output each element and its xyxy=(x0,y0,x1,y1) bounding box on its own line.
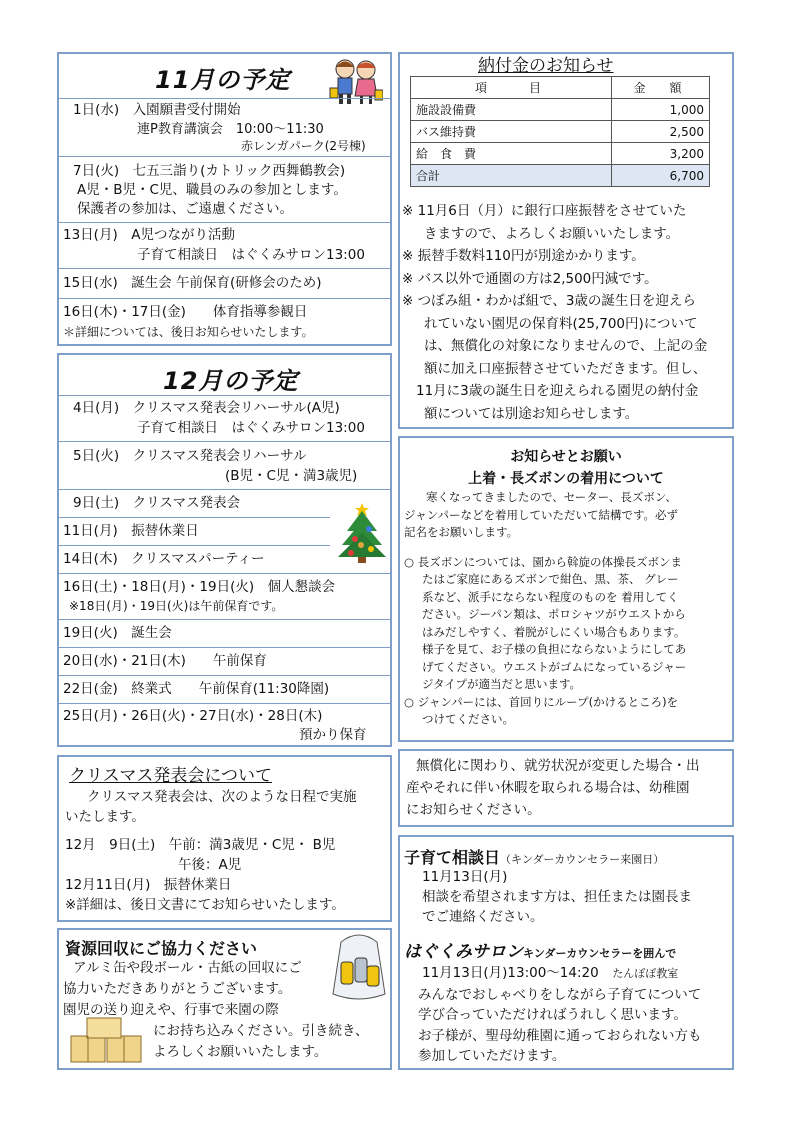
dec-row-5-text: 14日(木) クリスマスパーティー xyxy=(63,551,265,567)
consultation-salon xyxy=(398,835,734,1070)
fees-note-4e: 11月に3歳の誕生日を迎えられる園児の納付金 xyxy=(416,383,699,399)
salon-line-2: 学び合っていただければうれしく思います。 xyxy=(418,1007,687,1023)
nov-row-5 xyxy=(59,298,390,344)
fees-note-1b: きますので、よろしくお願いいたします。 xyxy=(424,225,680,242)
recycling-notice xyxy=(57,928,392,1070)
fees-notes xyxy=(402,200,707,425)
dec-row-4-text: 11日(月) 振替休業日 xyxy=(63,523,199,539)
dec-row-2-sub: (B児・C児・満3歳児) xyxy=(225,468,358,484)
fees-header-item: 項 目 xyxy=(411,77,612,99)
recital-line-5: ※詳細は、後日文書にてお知らせいたします。 xyxy=(65,897,345,913)
free-tuition-line-3: にお知らせください。 xyxy=(406,802,541,818)
notice-bullet-2: ○ ジャンパーには、首回りにループ(かけるところ)を xyxy=(404,694,679,709)
notice-bullet-2b: つけてください。 xyxy=(422,712,514,726)
dec-row-6-note: ※18日(月)・19日(火)は午前保育です。 xyxy=(69,599,284,613)
christmas-tree-icon xyxy=(337,501,387,563)
recital-title: クリスマス発表会について xyxy=(69,766,272,786)
fee-total-amount: 6,700 xyxy=(612,165,710,187)
fees-header-amount: 金 額 xyxy=(612,77,710,99)
nov-row-2-sub: A児・B児・C児、職員のみの参加とします。 xyxy=(77,182,347,198)
fee-total-label: 合計 xyxy=(411,165,612,187)
consult-title: 子育て相談日 xyxy=(404,848,501,867)
christmas-recital xyxy=(57,755,392,922)
recycling-line-3: 園児の送り迎えや、行事で来園の際 xyxy=(63,1002,279,1018)
dec-row-9-text: 22日(金) 終業式 午前保育(11:30降園) xyxy=(63,681,330,697)
consult-date: 11月13日(月) xyxy=(422,869,508,885)
fee-amount: 2,500 xyxy=(612,121,710,143)
table-row xyxy=(411,121,710,143)
dec-row-6 xyxy=(59,573,390,619)
clothing-notice xyxy=(398,436,734,742)
salon-subtitle: キンダーカウンセラーを囲んで xyxy=(523,947,677,960)
fees-note-4b: れていない園児の保育料(25,700円)について xyxy=(424,315,698,332)
recital-line-2: いたします。 xyxy=(65,809,145,825)
notice-para-1b: ジャンパーなどを着用していただいて結構です。必ず xyxy=(404,507,679,522)
dec-row-10-text: 25日(月)・26日(火)・27日(水)・28日(木) xyxy=(63,708,323,724)
dec-row-10 xyxy=(59,703,390,747)
recital-body xyxy=(65,787,356,915)
spacer xyxy=(404,542,686,554)
free-tuition-line-1: 無償化に関わり、就労状況が変更した場合・出 xyxy=(416,758,700,774)
salon-date-line xyxy=(404,963,702,985)
november-schedule xyxy=(57,52,392,346)
free-tuition-line-2: 産やそれに伴い休暇を取られる場合は、幼稚園 xyxy=(406,780,690,796)
fees-notice xyxy=(398,52,734,429)
nov-row-3 xyxy=(59,222,390,268)
notice-para-1c: 記名をお願いします。 xyxy=(404,525,519,539)
consult-subtitle: （キンダーカウンセラー来園日） xyxy=(500,853,665,866)
recital-line-1: クリスマス発表会は、次のような日程で実施 xyxy=(87,789,357,805)
nov-row-3-text: 13日(月) A児つながり活動 xyxy=(63,227,235,243)
notice-bullet-1c: 系など、派手にならない程度のものを 着用してく xyxy=(422,589,679,604)
recycling-line-4: にお持ち込みください。引き続き、 xyxy=(153,1023,369,1039)
nov-row-4 xyxy=(59,268,390,298)
fees-header-row xyxy=(411,77,710,99)
notice-bullet-1e: はみだしやすく、着脱がしにくい場合もあります。 xyxy=(422,624,686,639)
dec-row-2 xyxy=(59,441,390,489)
consult-heading xyxy=(404,845,664,868)
notice-bullet-1g: げてください。ウエストがゴムになっているジャー xyxy=(422,659,687,674)
salon-line-1: みんなでおしゃべりをしながら子育てについて xyxy=(418,986,702,1003)
nov-row-1-place: 赤レンガパーク(2号棟) xyxy=(241,139,366,153)
salon-body xyxy=(404,963,702,1067)
dec-row-3-text: 9日(土) クリスマス発表会 xyxy=(73,495,241,511)
recital-line-4: 12月11日(月) 振替休業日 xyxy=(65,877,232,893)
spacer xyxy=(65,827,356,835)
notice-body xyxy=(404,489,686,729)
fees-note-4: ※ つぼみ組・わかば組で、3歳の誕生日を迎えら xyxy=(402,293,696,309)
nov-row-3-sub: 子育て相談日 はぐくみサロン13:00 xyxy=(137,247,365,263)
recital-line-3: 12月 9日(土) 午前：満3歳児・C児・ B児 xyxy=(65,837,336,853)
dec-row-8-text: 20日(水)・21日(木) 午前保育 xyxy=(63,653,267,669)
dec-row-10-sub: 預かり保育 xyxy=(299,727,367,743)
fee-amount: 1,000 xyxy=(612,99,710,121)
dec-row-6-text: 16日(土)・18日(月)・19日(火) 個人懇談会 xyxy=(63,579,336,595)
notice-bullet-1h: ジタイプが適当だと思います。 xyxy=(422,677,582,691)
recycling-line-2: 協力いただきありがとうございます。 xyxy=(63,981,292,997)
dec-row-4 xyxy=(59,517,330,545)
fee-amount: 3,200 xyxy=(612,143,710,165)
fees-note-4d: 額に加え口座振替させていただきます。但し、 xyxy=(424,360,707,377)
fees-note-4f: 額については別途お知らせします。 xyxy=(424,405,639,422)
dec-row-2-text: 5日(火) クリスマス発表会リハーサル xyxy=(73,448,307,464)
fee-name: 施設設備費 xyxy=(411,99,612,121)
nov-row-2-sub2: 保護者の参加は、ご遠慮ください。 xyxy=(77,201,293,217)
december-title: 12月の予定 xyxy=(163,367,299,395)
dec-row-7 xyxy=(59,619,390,647)
dec-row-8 xyxy=(59,647,390,675)
notice-title: お知らせとお願い xyxy=(510,449,622,465)
cardboard-boxes-icon xyxy=(67,1016,147,1066)
december-schedule xyxy=(57,353,392,747)
fee-name: バス維持費 xyxy=(411,121,612,143)
fee-name: 給 食 費 xyxy=(411,143,612,165)
nov-row-1 xyxy=(59,98,390,156)
dec-row-7-text: 19日(火) 誕生会 xyxy=(63,625,172,641)
november-title: 11月の予定 xyxy=(155,66,291,94)
notice-bullet-1f: 様子を見て、お子様の負担にならないようにしてあ xyxy=(422,642,687,656)
nov-row-4-text: 15日(水) 誕生会 午前保育(研修会のため) xyxy=(63,275,322,291)
nov-row-2-text: 7日(火) 七五三詣り(カトリック西舞鶴教会) xyxy=(73,163,346,179)
consult-line-1: 相談を希望されます方は、担任または園長ま xyxy=(422,889,692,905)
notice-bullet-1b: たはご家庭にあるズボンで紺色、黒、茶、 グレー xyxy=(422,572,679,586)
dec-row-1 xyxy=(59,395,390,441)
salon-heading xyxy=(404,937,676,962)
salon-line-4: 参加していただけます。 xyxy=(418,1048,566,1064)
notice-para-1: 寒くなってきましたので、セーター、長ズボン、 xyxy=(426,490,677,504)
dec-row-1-text: 4日(月) クリスマス発表会リハーサル(A児) xyxy=(73,400,340,416)
nov-row-1-text: 1日(水) 入園願書受付開始 xyxy=(73,102,241,118)
recycling-title: 資源回収にご協力ください xyxy=(65,939,258,958)
fees-note-1: ※ 11月6日（月）に銀行口座振替をさせていた xyxy=(402,203,687,219)
consult-body xyxy=(404,867,692,927)
free-tuition-text xyxy=(406,755,700,821)
notice-subtitle: 上着・長ズボンの着用について xyxy=(468,471,664,487)
consult-line-2: でご連絡ください。 xyxy=(422,909,544,925)
nov-row-2 xyxy=(59,156,390,222)
table-row xyxy=(411,143,710,165)
fees-note-3: ※ バス以外で通園の方は2,500円減です。 xyxy=(402,270,658,287)
notice-bullet-1: ○ 長ズボンについては、園から斡旋の体操長ズボンま xyxy=(404,554,682,569)
salon-line-3: お子様が、聖母幼稚園に通っておられない方も xyxy=(418,1027,702,1044)
recycling-line-5: よろしくお願いいたします。 xyxy=(153,1044,328,1060)
fees-title: 納付金のお知らせ xyxy=(478,56,614,76)
fees-note-4c: は、無償化の対象になりませんので、上記の金 xyxy=(424,338,708,354)
recital-line-3b: 午後：A児 xyxy=(178,857,242,873)
nov-row-5-text: 16日(木)・17日(金) 体育指導参観日 xyxy=(63,304,308,320)
fees-note-2: ※ 振替手数料110円が別途かかります。 xyxy=(402,248,645,264)
nov-row-1-sub: 連P教育講演会 10:00～11:30 xyxy=(137,122,324,137)
dec-row-1-sub: 子育て相談日 はぐくみサロン13:00 xyxy=(137,420,365,436)
notice-bullet-1d: ださい。ジーパン類は、ポロシャツがウエストから xyxy=(422,607,686,621)
nov-row-5-note: ＊詳細については、後日お知らせいたします。 xyxy=(63,325,314,339)
table-row-total xyxy=(411,165,710,187)
fees-table xyxy=(410,76,710,187)
table-row xyxy=(411,99,710,121)
salon-title: はぐくみサロン xyxy=(404,942,523,962)
salon-date: 11月13日(月)13:00～14:20 xyxy=(422,965,599,981)
free-tuition-notice xyxy=(398,749,734,827)
salon-place: たんぽぽ教室 xyxy=(612,967,679,980)
dec-row-9 xyxy=(59,675,390,703)
recycling-line-1: アルミ缶や段ボール・古紙の回収にご xyxy=(73,960,302,976)
dec-row-5 xyxy=(59,545,330,573)
